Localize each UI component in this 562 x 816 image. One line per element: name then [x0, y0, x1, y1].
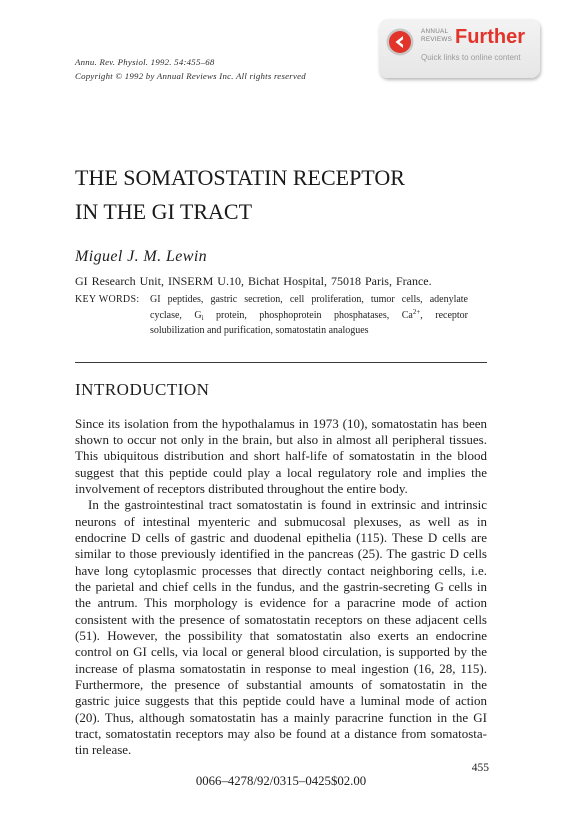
text-line: the antrum. This morphology is evidence for a paracrine mode of action	[75, 595, 487, 611]
text-line: gastric juice suggests that this peptide could have a luminal mode of action	[75, 693, 487, 709]
text-line: This ubiquitous distribution and short half-life of somatostatin in the blood	[75, 448, 487, 464]
text-line: control on GI cells, via local or general blood circulation, is supported by the	[75, 644, 487, 660]
paragraph	[75, 497, 487, 759]
superscript: 2+	[412, 307, 421, 316]
text-line: increase of plasma somatostatin in response to meal ingestion (16, 28, 115).	[75, 660, 487, 676]
text-line: neurons of intestinal myenteric and submucosal plexuses, as well as in	[75, 513, 487, 529]
author-name: Miguel J. M. Lewin	[75, 248, 208, 265]
footer-code: 0066–4278/92/0315–0425$02.00	[195, 774, 367, 788]
badge-publisher-annual: ANNUAL	[421, 28, 449, 35]
paragraph	[75, 416, 487, 498]
body-text	[75, 416, 487, 759]
subscript: i	[201, 313, 204, 322]
text-line: (51). However, the possibility that somatostatin also exerts an endocrine	[75, 627, 487, 643]
article-title	[75, 161, 405, 229]
text-line: Since its isolation from the hypothalamus in 1973 (10), somatostatin has been	[75, 415, 487, 431]
title-line: THE SOMATOSTATIN RECEPTOR	[75, 165, 405, 190]
text-line: the parietal and chief cells in the fundus, and the gastrin-secreting G cells in	[75, 578, 487, 594]
text-line: (20). Thus, although somatostatin has a mainly paracrine function in the GI	[75, 709, 487, 725]
key-words-segment: cyclase, G	[150, 309, 202, 321]
key-words-text	[150, 292, 468, 339]
text-line: In the gastrointestinal tract somatostatin is found in extrinsic and intrinsic	[88, 497, 487, 513]
badge-publisher-reviews: REVIEWS	[421, 36, 453, 43]
key-words-line	[150, 308, 468, 324]
author-affiliation: GI Research Unit, INSERM U.10, Bichat Hospital, 75018 Paris, France.	[75, 274, 432, 288]
title-line: IN THE GI TRACT	[75, 199, 253, 224]
text-line: shown to occur not only in the brain, but also in almost all peripheral tissues.	[75, 431, 487, 447]
text-line: endocrine D cells of gastric and duodenal epithelia (115). These D cells are	[75, 529, 487, 545]
text-line: tract, somatostatin receptors may also be found at a distance from somatosta-	[75, 726, 487, 742]
badge-tagline: Quick links to online content	[421, 53, 521, 62]
key-words-label: KEY WORDS:	[75, 294, 140, 305]
further-arrow-icon	[386, 28, 414, 56]
key-words-segment: , receptor	[420, 309, 468, 321]
section-divider	[75, 362, 487, 363]
text-line: similar to those previously identified in the pancreas (25). The gastric D cells	[75, 546, 487, 562]
section-heading: INTRODUCTION	[75, 380, 210, 399]
text-line: have long cytoplasmic processes that directly contact neighboring cells, i.e.	[75, 562, 487, 578]
text-line: tin release.	[75, 742, 132, 758]
text-line: consistent with the presence of somatostatin receptors on these adjacent cells	[75, 611, 487, 627]
key-words-segment: protein, phosphoprotein phosphatases, Ca	[203, 309, 413, 321]
key-words-line: solubilization and purification, somatostatin analogues	[150, 325, 369, 336]
copyright-notice: Copyright © 1992 by Annual Reviews Inc. All rights reserved	[75, 71, 306, 81]
text-line: suggest that this peptide could play a local regulatory role and implies the	[75, 464, 487, 480]
text-line: involvement of receptors distributed throughout the entire body.	[75, 480, 408, 496]
text-line: Furthermore, the presence of substantial amounts of somatostatin in the	[75, 677, 487, 692]
page-number: 455	[471, 762, 489, 774]
further-links-badge[interactable]	[379, 19, 540, 78]
journal-citation: Annu. Rev. Physiol. 1992. 54:455–68	[75, 57, 215, 67]
badge-further-title: Further	[455, 26, 525, 48]
key-words-line: GI peptides, gastric secretion, cell proliferation, tumor cells, adenylate	[150, 294, 468, 305]
